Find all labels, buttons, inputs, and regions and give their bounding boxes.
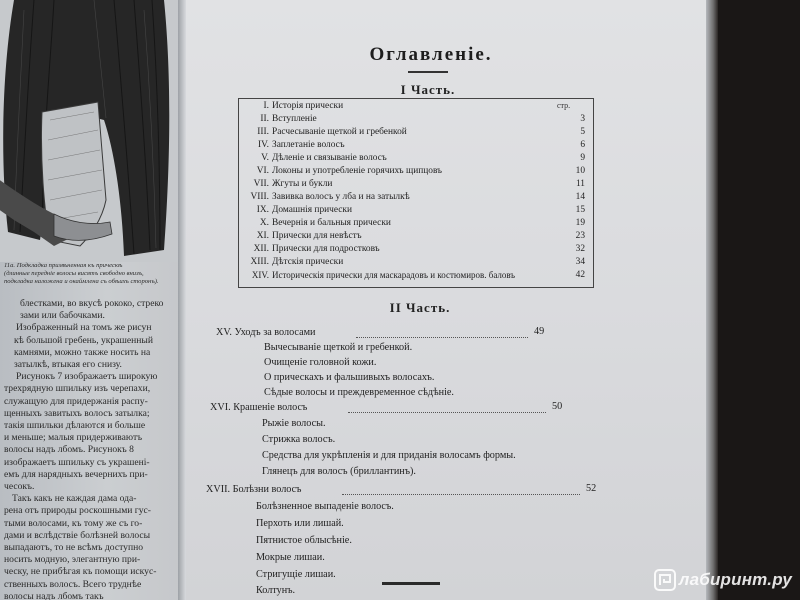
- chapter-page: 3: [580, 114, 585, 124]
- chapter-number: IX.: [256, 205, 269, 215]
- title-dash: [408, 71, 448, 73]
- toc-entry: [239, 231, 362, 242]
- toc-subentry: Вычесываніе щеткой и гребенкой.: [264, 342, 413, 353]
- toc-subentry: Перхоть или лишай.: [256, 518, 344, 529]
- part1-heading: I Часть.: [400, 82, 456, 97]
- body-line: тыми волосами, къ тому же съ го-: [4, 517, 143, 529]
- toc-chapter: [210, 401, 307, 414]
- body-line: щенныхъ завитыхъ волосъ затылка;: [4, 407, 150, 419]
- toc-subentry: Стрижка волосъ.: [262, 434, 336, 445]
- chapter-number: VIII.: [250, 192, 269, 202]
- chapter-title: Расчесываніе щеткой и гребенкой: [272, 127, 407, 137]
- chapter-page: 32: [575, 244, 585, 254]
- toc-entry: [239, 270, 515, 281]
- chapter-number: XI.: [256, 231, 269, 241]
- chapter-page: 11: [575, 179, 585, 189]
- toc-subentry: Болѣзненное выпаденіе волосъ.: [256, 501, 394, 512]
- body-line: дами и вслѣдствіе болѣзней волосы: [4, 529, 151, 541]
- body-line: служащую для придержанія распу-: [4, 395, 148, 407]
- chapter-title: Болѣзни волосъ: [232, 484, 302, 495]
- toc-subentry: Очищеніе головной кожи.: [264, 357, 377, 368]
- body-line: Изображенный на томъ же рисун: [16, 322, 152, 334]
- chapter-page: 34: [575, 257, 585, 267]
- chapter-title: Заплетаніе волосъ: [272, 140, 345, 150]
- chapter-title: Вечернія и бальныя прически: [272, 218, 391, 228]
- toc-subentry: Пятнистое облысѣніе.: [256, 535, 352, 546]
- page-edge-shadow: [706, 0, 718, 600]
- body-line: носить модную, элегантную при-: [4, 554, 141, 566]
- toc-subentry: Сѣдые волосы и преждевременное сѣдѣніе.: [264, 387, 454, 398]
- chapter-number: IV.: [257, 140, 269, 150]
- leader-dots: [356, 337, 528, 338]
- chapter-title: Дѣленіе и связываніе волосъ: [272, 153, 387, 163]
- body-line: кѣ большой гребень, украшенный: [14, 334, 154, 346]
- page-column-label: стр.: [557, 101, 571, 110]
- body-line: Такъ какъ не каждая дама ода-: [12, 493, 137, 505]
- leader-dots: [342, 494, 580, 495]
- toc-subentry: Колтунъ.: [256, 585, 296, 596]
- toc-entry: [239, 114, 317, 125]
- chapter-page: 6: [580, 140, 585, 150]
- chapter-title: Прически для подростковъ: [272, 244, 380, 254]
- toc-subentry: Глянецъ для волосъ (бриллантинъ).: [262, 466, 416, 477]
- body-line: рена отъ природы роскошными гус-: [4, 505, 151, 517]
- book-gutter: [178, 0, 186, 600]
- body-line: чесокъ.: [4, 481, 35, 493]
- chapter-title: Прически для невѣстъ: [272, 231, 362, 241]
- labyrinth-logo-icon: [654, 569, 676, 591]
- toc-entry: [239, 218, 391, 229]
- body-line: затылкѣ, втыкая его снизу.: [14, 359, 122, 371]
- toc-entry: [239, 127, 407, 138]
- part1-box: [238, 98, 594, 288]
- toc-entry: [239, 140, 345, 151]
- body-line: камнями, можно также носить на: [14, 346, 151, 358]
- chapter-number: XIV.: [251, 270, 269, 280]
- chapter-page: 15: [575, 205, 585, 215]
- part2-heading: II Часть.: [389, 300, 451, 315]
- chapter-number: VII.: [253, 179, 269, 189]
- chapter-number: XV.: [216, 327, 232, 338]
- chapter-title: Локоны и употребленіе горячихъ щипцовъ: [272, 166, 442, 176]
- body-line: волосы надъ лбомъ такъ: [4, 590, 104, 600]
- body-line: ческу, не прибѣгая къ помощи искус-: [4, 566, 157, 578]
- toc-subentry: Мокрые лишаи.: [256, 552, 325, 563]
- chapter-page: 50: [552, 401, 563, 412]
- toc-chapter: [216, 326, 316, 339]
- watermark-logo: [654, 568, 792, 592]
- toc-entry: [239, 166, 442, 177]
- toc-subentry: Стригущіе лишаи.: [256, 569, 336, 580]
- chapter-title: Вступленіе: [272, 114, 317, 124]
- chapter-title: Уходъ за волосами: [234, 327, 316, 338]
- chapter-title: Завивка волосъ у лба и на затылкѣ: [272, 192, 410, 202]
- toc-subentry: О прическахъ и фальшивыхъ волосахъ.: [264, 372, 435, 383]
- toc-entry: [239, 244, 380, 255]
- toc-entry: [239, 257, 343, 268]
- body-line: емъ для нарядныхъ вечернихъ при-: [4, 468, 148, 480]
- chapter-number: XVII.: [206, 484, 231, 495]
- chapter-page: 14: [575, 192, 585, 202]
- chapter-number: XVI.: [210, 402, 231, 413]
- chapter-page: 10: [575, 166, 585, 176]
- body-line: трехрядную шпильку изъ черепахи,: [4, 383, 151, 395]
- chapter-title: Домашнія прически: [272, 205, 352, 215]
- left-body-text: [4, 298, 176, 600]
- chapter-page: 42: [575, 270, 585, 280]
- hairstyle-illustration: [0, 0, 178, 262]
- body-line: выпадаютъ, то не всѣмъ доступно: [4, 542, 144, 554]
- toc-entry: [239, 101, 343, 112]
- toc-subentry: Средства для укрѣпленія и для приданія волосамъ формы.: [262, 450, 516, 461]
- watermark-text: лабиринт.ру: [678, 570, 792, 589]
- chapter-number: III.: [257, 127, 269, 137]
- toc-title: Оглавленіе.: [369, 44, 493, 65]
- chapter-page: 9: [580, 153, 585, 163]
- toc-entry: [239, 179, 332, 190]
- body-line: изображаетъ шпильку съ украшені-: [4, 456, 150, 468]
- chapter-number: II.: [260, 114, 269, 124]
- chapter-title: Исторія прически: [272, 101, 344, 111]
- chapter-title: Крашеніе волосъ: [233, 402, 308, 413]
- chapter-number: XIII.: [250, 257, 269, 267]
- chapter-number: XII.: [253, 244, 269, 254]
- chapter-number: VI.: [256, 166, 269, 176]
- body-line: блестками, во вкусѣ рококо, стреко: [20, 298, 164, 309]
- figure-caption: [4, 262, 176, 286]
- chapter-title: Жгуты и букли: [272, 179, 333, 189]
- toc-entry: [239, 192, 410, 203]
- left-page: [0, 0, 178, 600]
- chapter-title: Историческія прически для маскарадовъ и костюмиров. баловъ: [272, 270, 516, 280]
- body-line: зами или бабочками.: [20, 310, 105, 322]
- bottom-rule: [382, 582, 440, 585]
- toc-entry: [239, 205, 352, 216]
- chapter-page: 52: [586, 483, 597, 494]
- toc-entry: [239, 153, 387, 164]
- body-line: и меньше; малыя придерживаютъ: [4, 432, 143, 444]
- toc-subentry: Рыжіе волосы.: [262, 418, 326, 429]
- body-line: Рисунокъ 7 изображаетъ широкую: [16, 371, 158, 383]
- caption-line: (длинные передніе волосы висятъ свободно внизъ,: [4, 270, 144, 277]
- chapter-page: 5: [580, 127, 585, 137]
- body-line: ственныхъ волосъ. Всего труднѣе: [4, 578, 142, 590]
- leader-dots: [348, 412, 546, 413]
- chapter-number: X.: [259, 218, 269, 228]
- chapter-number: V.: [261, 153, 269, 163]
- right-page: [186, 0, 706, 600]
- body-line: такія шпильки дѣлаются и больше: [4, 420, 146, 432]
- body-line: волосы надъ лбомъ. Рисунокъ 8: [4, 444, 134, 456]
- chapter-page: 23: [575, 231, 585, 241]
- caption-line: подкладка наложена и окаймлена съ обѣихъ сторонъ).: [4, 278, 159, 285]
- chapter-title: Дѣтскія прически: [272, 257, 344, 267]
- chapter-page: 19: [575, 218, 585, 228]
- chapter-page: 49: [534, 326, 545, 337]
- caption-line: 11a. Подкладка примѣненная къ прическѣ: [4, 262, 123, 269]
- toc-chapter: [206, 483, 301, 496]
- chapter-number: I.: [263, 101, 269, 111]
